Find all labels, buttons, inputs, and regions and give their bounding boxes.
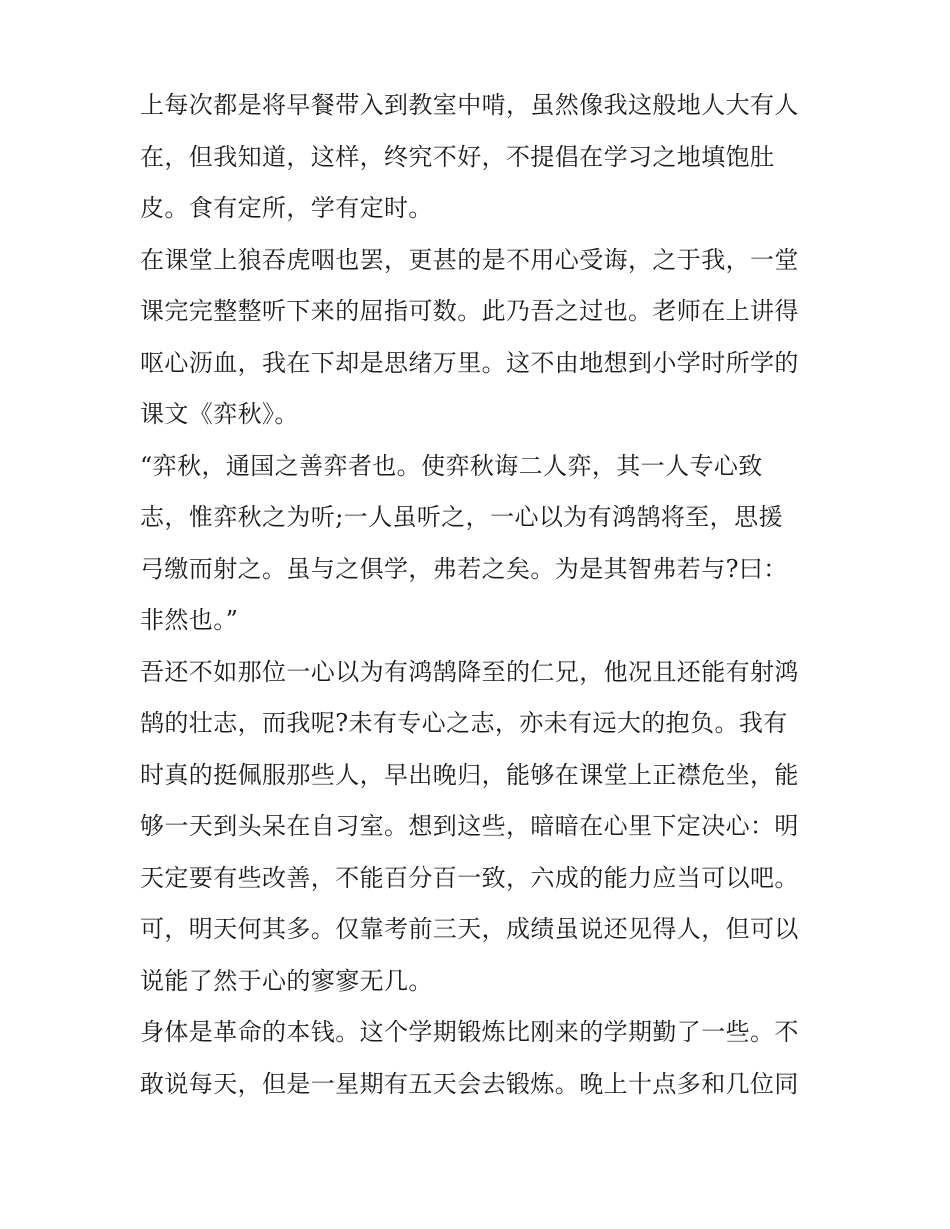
text-line: 时真的挺佩服那些人，早出晚归，能够在课堂上正襟危坐，能 [140, 760, 799, 789]
text-line: 鹄的壮志，而我呢?未有专心之志，亦未有远大的抱负。我有 [140, 709, 788, 737]
text-line: 课完完整整听下来的屈指可数。此乃吾之过也。老师在上讲得 [140, 297, 799, 325]
text-line: 在课堂上狼吞虎咽也罢，更甚的是不用心受诲，之于我，一堂 [140, 245, 799, 274]
text-line: 够一天到头呆在自习室。想到这些，暗暗在心里下定决心：明 [140, 812, 799, 840]
text-line: 志，惟弈秋之为听;一人虽听之，一心以为有鸿鹄将至，思援 [140, 503, 783, 531]
text-line: 敢说每天，但是一星期有五天会去锻炼。晚上十点多和几位同 [140, 1069, 799, 1098]
text-line: 皮。食有定所，学有定时。 [140, 194, 433, 222]
body-text [140, 80, 820, 1110]
text-line: 非然也。” [140, 606, 239, 634]
text-line: 弓缴而射之。虽与之俱学，弗若之矣。为是其智弗若与?曰： [140, 554, 788, 583]
text-line: 在，但我知道，这样，终究不好，不提倡在学习之地填饱肚 [140, 142, 775, 171]
text-line: 可，明天何其多。仅靠考前三天，成绩虽说还见得人，但可以 [140, 915, 799, 943]
text-line: 呕心沥血，我在下却是思绪万里。这不由地想到小学时所学的 [140, 348, 799, 377]
text-line: 说能了然于心的寥寥无几。 [140, 966, 433, 995]
text-line: 吾还不如那位一心以为有鸿鹄降至的仁兄，他况且还能有射鸿 [140, 657, 799, 686]
text-line: 身体是革命的本钱。这个学期锻炼比刚来的学期勤了一些。不 [140, 1018, 799, 1046]
text-line: 上每次都是将早餐带入到教室中啃，虽然像我这般地人大有人 [140, 91, 799, 119]
text-line: “弈秋，通国之善弈者也。使弈秋诲二人弈，其一人专心致 [140, 451, 763, 480]
text-line: 天定要有些改善，不能百分百一致，六成的能力应当可以吧。 [140, 863, 799, 892]
text-line: 课文《弈秋》。 [140, 400, 299, 428]
